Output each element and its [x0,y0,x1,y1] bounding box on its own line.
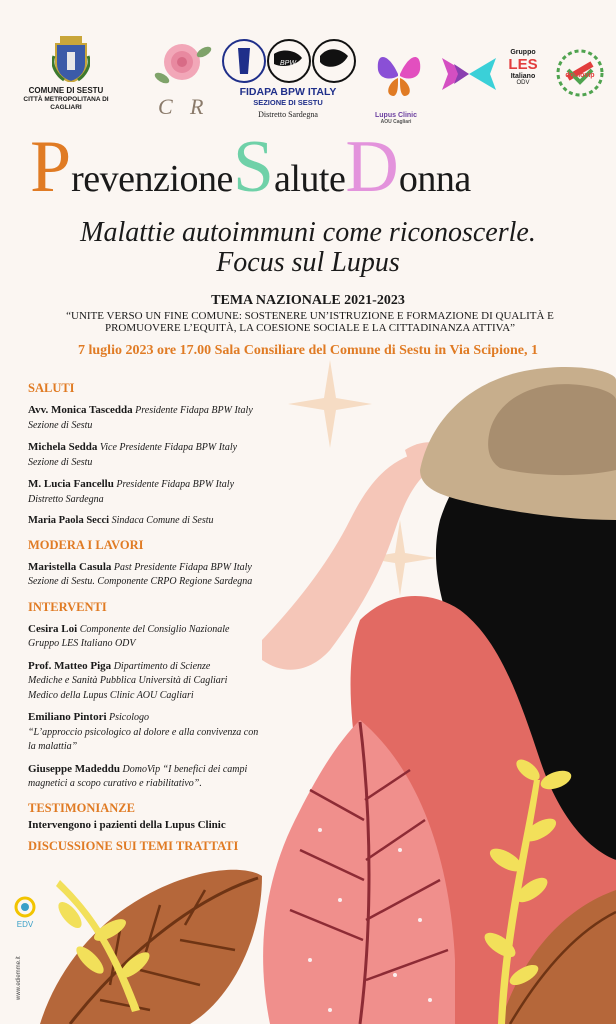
title-cap-d: D [345,126,399,208]
motto-line-2: PROMUOVERE L’EQUITÀ, LA COESIONE SOCIALE E LA CITTADINANZA ATTIVA” [104,322,516,334]
motto-line-1: “UNITE VERSO UN FINE COMUNE: SOSTENERE UN’ISTRUZIONE E FORMAZIONE DI QUALITÀ E [66,310,554,322]
speaker-entry [28,762,310,792]
edv-logo-icon [14,896,36,918]
section-testimonianze-title: TESTIMONIANZE [28,800,135,815]
title-cap-s: S [232,126,274,208]
fidapa-logo-text [222,86,354,119]
speaker-role: Presidente Fidapa BPW Italy [116,479,235,490]
coat-of-arms-icon [52,36,90,82]
speaker-role: Psicologo [109,712,150,723]
speaker-name: Maristella Casula [28,560,112,573]
speaker-entry [28,440,310,470]
speaker-role-2: Mediche e Sanità Pubblica Università di Cagliari [28,675,228,686]
title-cap-p: P [30,126,72,208]
les-sub2: ODV [516,80,530,86]
speaker-role-3: Medico della Lupus Clinic AOU Cagliari [28,689,194,701]
speaker-entry [28,403,310,433]
fidapa-globes-icon [222,38,358,84]
event-date-location: 7 luglio 2023 ore 17.00 Sala Consiliare del Comune di Sestu in Via Scipione, 1 [78,343,538,358]
speaker-entry [28,477,310,507]
speaker-role: Past Presidente Fidapa BPW Italy [113,561,252,573]
speaker-role: Presidente Fidapa BPW Italy [135,405,253,416]
speaker-entry [28,514,310,529]
lupus-clinic-sub: AOU Cagliari [380,119,412,125]
svg-text:R: R [190,94,204,119]
edv-logo-text: EDV [16,920,34,929]
speaker-role-2: Sezione di Sestu. Componente CRPO Regione Sardegna [28,576,253,587]
speaker-role-2: magnetici a scopo curativo e riabilitativo”. [28,778,202,789]
speaker-name: Emiliano Pintori [28,711,107,723]
speaker-role: Vice Presidente Fidapa BPW Italy [99,442,238,453]
svg-text:BPW: BPW [280,60,296,67]
speaker-name: Prof. Matteo Piga [28,659,112,672]
butterfly-icon [374,44,424,104]
logos-row [0,28,616,128]
comune-logo-text [18,86,114,112]
svg-text:C: C [158,94,173,119]
subtitle [0,218,616,278]
speaker-role: Componente del Consiglio Nazionale [79,623,230,635]
speaker-role-2: Sezione di Sestu [28,456,93,468]
speaker-entry [28,659,310,704]
domovip-logo-text [556,72,604,79]
fidapa-district: Distretto Sardegna [258,110,318,119]
speaker-name: Cesira Loi [28,622,78,635]
speaker-role-3: la malattia” [28,741,78,752]
section-modera-title: MODERA I LAVORI [28,537,144,552]
speaker-entry [28,560,310,590]
subtitle-line-2: Focus sul Lupus [216,247,400,278]
domovip-name: domovip [565,72,595,79]
les-main: LES [508,56,538,73]
les-butterfly-icon [440,54,498,94]
title-rest-1: revenzione [71,158,233,200]
main-title [30,126,610,220]
fidapa-name: FIDAPA BPW ITALY [239,86,337,98]
fidapa-section: SEZIONE DI SESTU [253,98,323,107]
speaker-name: Avv. Monica Tascedda [28,404,133,416]
title-rest-2: alute [274,158,346,200]
title-rest-3: onna [398,158,471,200]
speaker-role: DomoVip “I benefici dei campi [122,763,248,775]
speaker-name: Maria Paola Secci [28,515,110,526]
speaker-role-2: Gruppo LES Italiano ODV [28,638,136,649]
speaker-role-2: Sezione di Sestu [28,419,93,431]
subtitle-line-1: Malattie autoimmuni come riconoscerle. [80,217,536,248]
les-sub1: Italiano [510,73,536,80]
section-interventi-title: INTERVENTI [28,599,107,614]
leaf-brown [40,870,262,1024]
motto [60,310,560,334]
speaker-name: Michela Sedda [28,441,98,453]
lupus-clinic-logo-text [368,112,424,125]
les-logo-text [500,49,546,86]
section-discussione-title: DISCUSSIONE SUI TEMI TRATTATI [28,838,239,853]
speaker-role-2: “L’approccio psicologico al dolore e alla convivenza con [28,726,259,738]
speaker-role: Sindaca Comune di Sestu [111,515,214,526]
side-url: www.ediemme.it [16,956,22,1000]
speaker-name: M. Lucia Fancellu [28,478,114,490]
lupus-clinic-name: Lupus Clinic [375,112,417,119]
testimonianze-text: Intervengono i pazienti della Lupus Clinic [28,818,226,831]
comune-name: COMUNE DI SESTU [28,86,104,95]
speaker-role: Dipartimento di Scienze [113,660,211,672]
speaker-entry [28,710,310,755]
comune-city: CITTÀ METROPOLITANA DI CAGLIARI [23,96,109,112]
section-saluti-title: SALUTI [28,381,75,395]
speaker-role-2: Distretto Sardegna [28,493,104,505]
program [28,381,310,861]
speaker-name: Giuseppe Madeddu [28,762,120,775]
les-top: Gruppo [510,49,536,56]
tema-nazionale: TEMA NAZIONALE 2021-2023 [211,293,405,308]
speaker-entry [28,622,310,652]
rose-icon [152,36,214,120]
